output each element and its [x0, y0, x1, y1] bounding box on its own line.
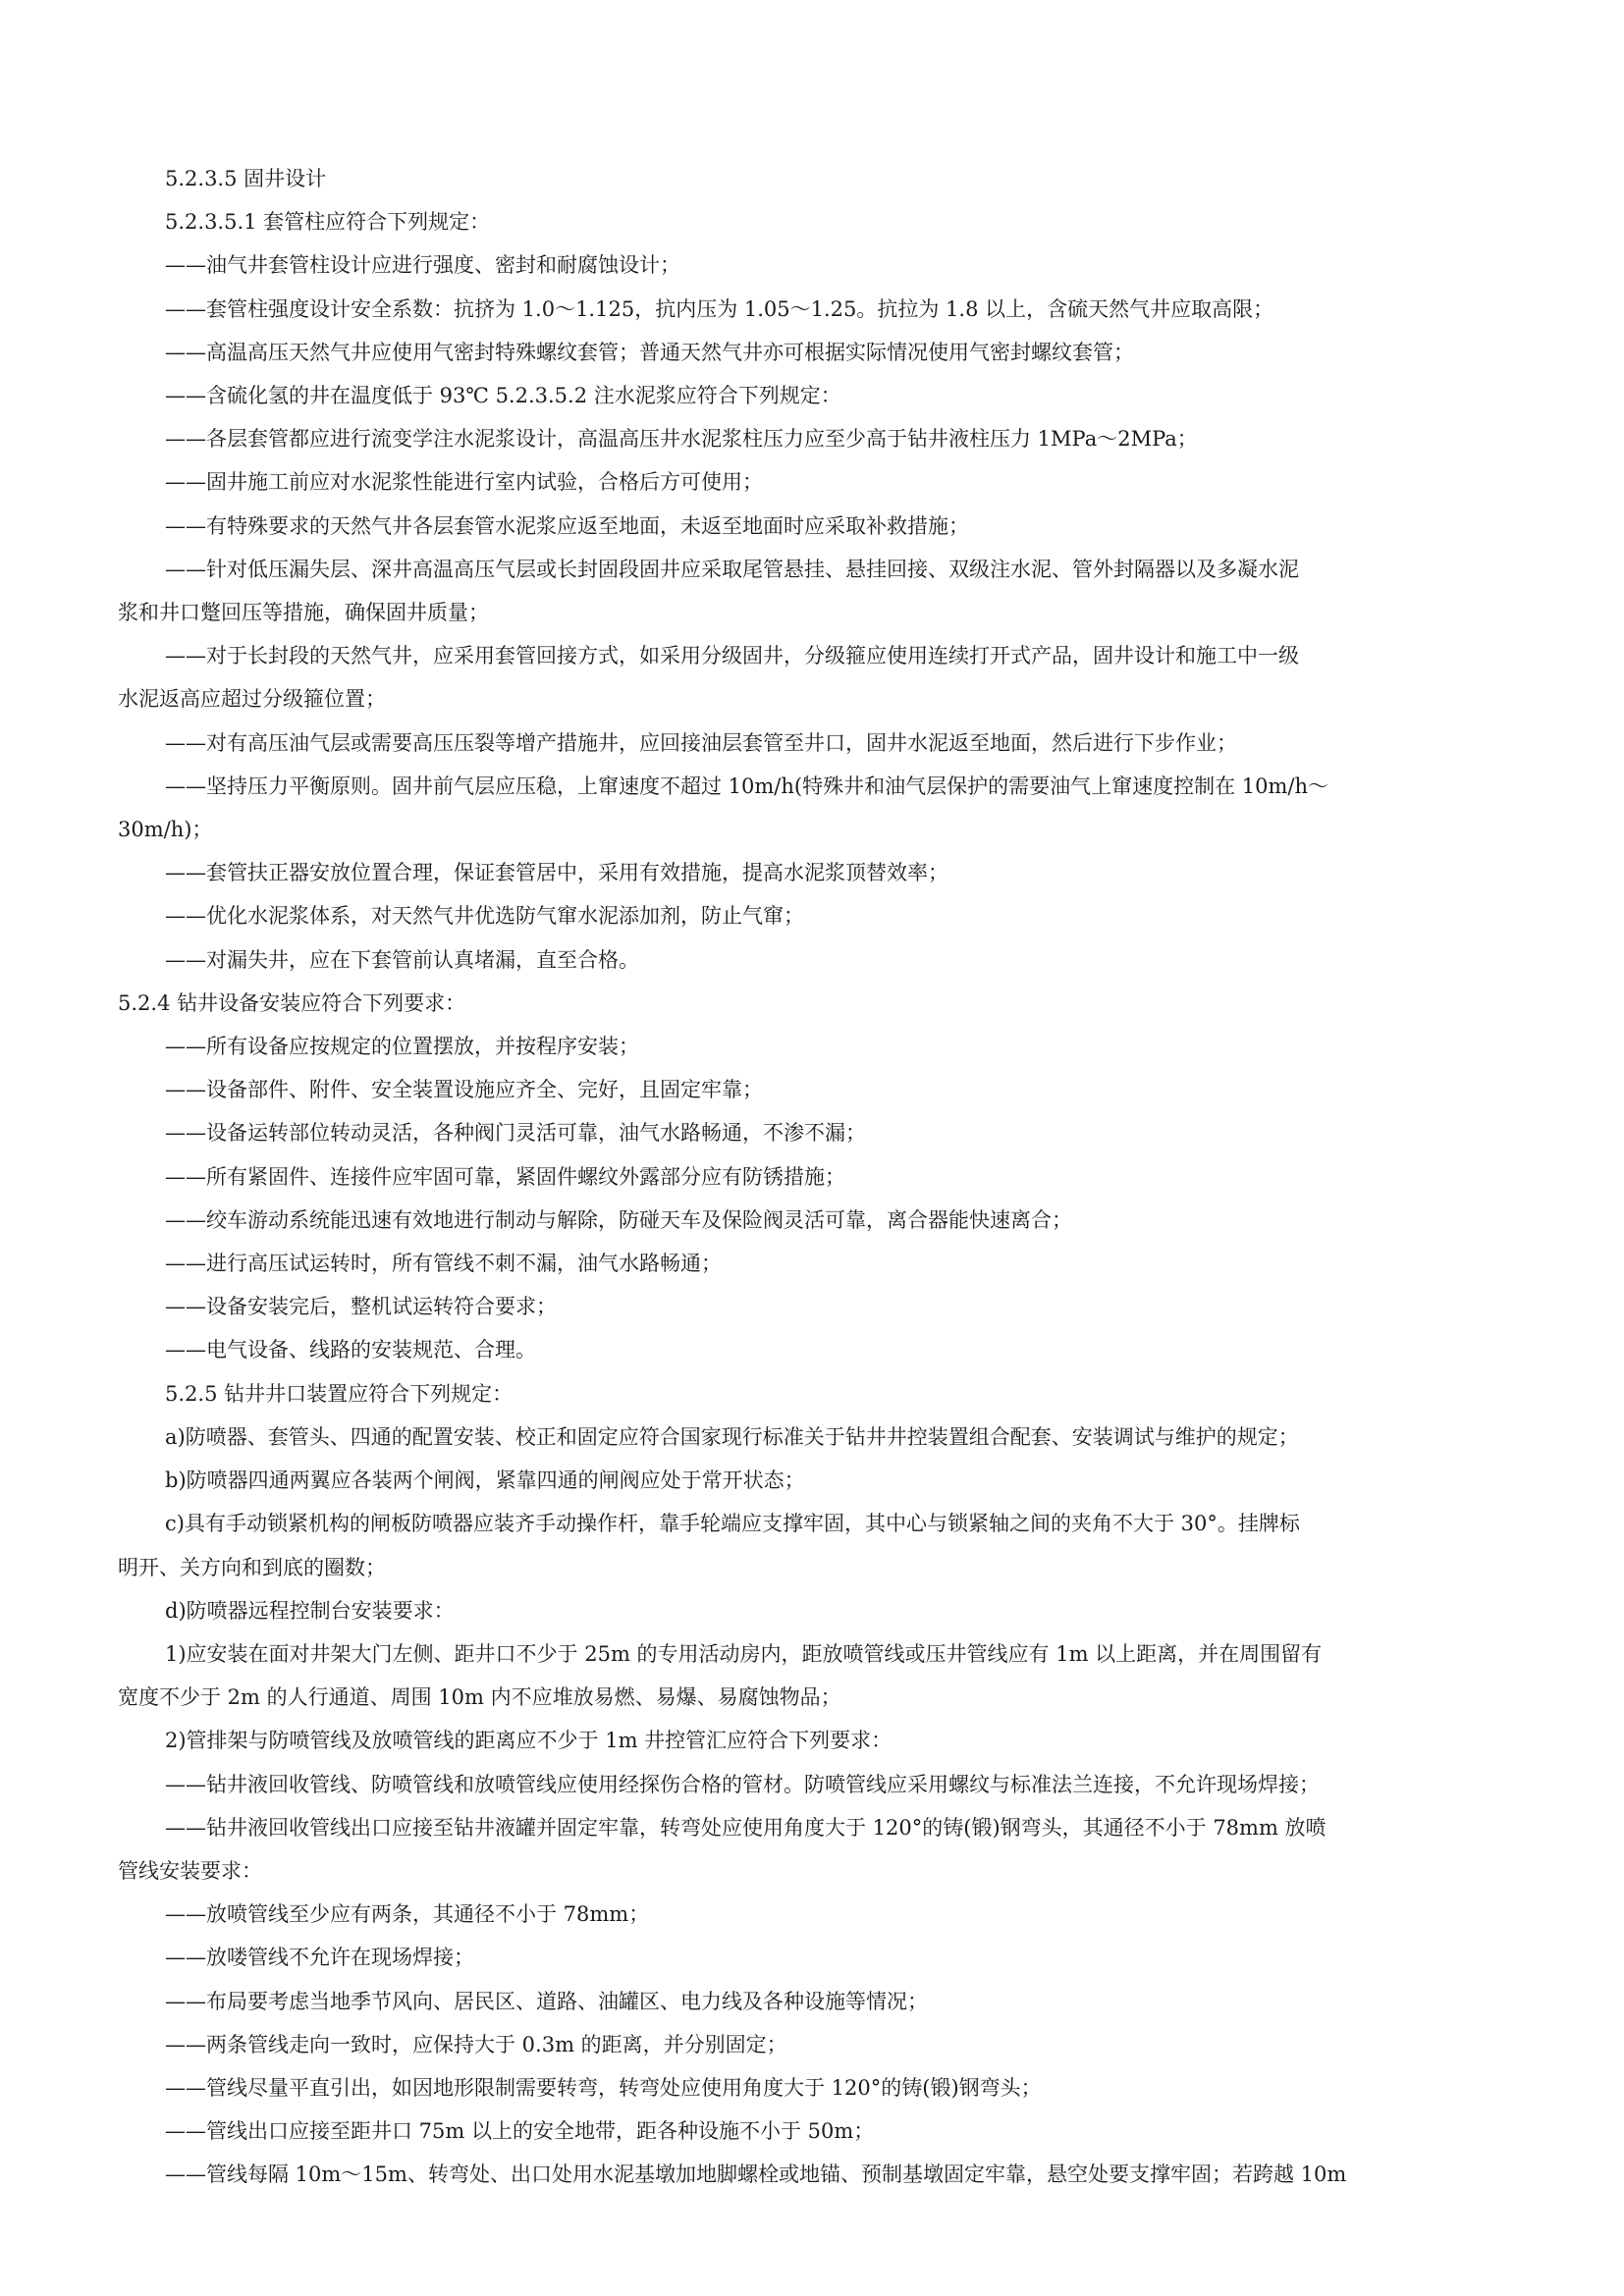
text-line: ——管线尽量平直引出，如因地形限制需要转弯，转弯处应使用角度大于 120°的铸(锻)钢弯头； [165, 2075, 1042, 2100]
text-line: ——布局要考虑当地季节风向、居民区、道路、油罐区、电力线及各种设施等情况； [165, 1989, 928, 2013]
text-line: ——对有高压油气层或需要高压压裂等增产措施井，应回接油层套管至井口，固井水泥返至地面，然后进行下步作业； [165, 730, 1237, 755]
text-line: ——设备运转部位转动灵活，各种阀门灵活可靠，油气水路畅通，不渗不漏； [165, 1121, 866, 1146]
text-line: 5.2.4 钻井设备安装应符合下列要求： [118, 990, 466, 1015]
text-line: 30m/h)； [118, 818, 213, 842]
text-line: ——电气设备、线路的安装规范、合理。 [165, 1338, 536, 1362]
text-line: c)具有手动锁紧机构的闸板防喷器应装齐手动操作杆，靠手轮端应支撑牢固，其中心与锁紧轴之间的夹角不大于 30°。挂牌标 [165, 1512, 1300, 1536]
text-line: ——所有紧固件、连接件应牢固可靠，紧固件螺纹外露部分应有防锈措施； [165, 1164, 845, 1189]
text-line: ——套管扶正器安放位置合理，保证套管居中，采用有效措施，提高水泥浆顶替效率； [165, 861, 948, 885]
text-line: ——绞车游动系统能迅速有效地进行制动与解除，防碰天车及保险阀灵活可靠，离合器能快速离合； [165, 1207, 1072, 1232]
text-line: ——套管柱强度设计安全系数：抗挤为 1.0～1.125，抗内压为 1.05～1.25。抗拉为 1.8 以上，含硫天然气井应取高限； [165, 296, 1274, 321]
text-line: ——设备部件、附件、安全装置设施应齐全、完好，且固定牢靠； [165, 1078, 763, 1102]
text-line: 明开、关方向和到底的圈数； [118, 1555, 386, 1579]
text-line: b)防喷器四通两翼应各装两个闸阀，紧靠四通的闸阀应处于常开状态； [165, 1468, 805, 1493]
text-line: ——钻井液回收管线出口应接至钻井液罐并固定牢靠，转弯处应使用角度大于 120°的铸(锻)钢弯头，其通径不小于 78mm 放喷 [165, 1815, 1326, 1840]
text-line: ——各层套管都应进行流变学注水泥浆设计，高温高压井水泥浆柱压力应至少高于钻井液柱压力 1MPa～2MPa； [165, 427, 1198, 452]
text-line: ——设备安装完后，整机试运转符合要求； [165, 1295, 557, 1319]
text-line: 1)应安装在面对井架大门左侧、距井口不少于 25m 的专用活动房内，距放喷管线或压井管线应有 1m 以上距离，并在周围留有 [165, 1641, 1323, 1666]
text-line: 管线安装要求： [118, 1858, 262, 1883]
text-line: 宽度不少于 2m 的人行通道、周围 10m 内不应堆放易燃、易爆、易腐蚀物品； [118, 1685, 841, 1710]
text-line: ——油气井套管柱设计应进行强度、密封和耐腐蚀设计； [165, 253, 680, 278]
text-line: ——管线每隔 10m～15m、转弯处、出口处用水泥基墩加地脚螺栓或地锚、预制基墩固定牢靠，悬空处要支撑牢固；若跨越 10m [165, 2163, 1347, 2187]
text-line: 5.2.3.5 固井设计 [165, 167, 327, 190]
text-line: ——坚持压力平衡原则。固井前气层应压稳，上窜速度不超过 10m/h(特殊井和油气层保护的需要油气上窜速度控制在 10m/h～ [165, 774, 1329, 798]
text-line: 2)管排架与防喷管线及放喷管线的距离应不少于 1m 井控管汇应符合下列要求： [165, 1729, 893, 1753]
text-line: ——放喷管线至少应有两条，其通径不小于 78mm； [165, 1902, 650, 1927]
text-line: ——固井施工前应对水泥浆性能进行室内试验，合格后方可使用； [165, 470, 763, 495]
text-line: 浆和井口蹩回压等措施，确保固井质量； [118, 601, 489, 625]
text-line: ——优化水泥浆体系，对天然气井优选防气窜水泥添加剂，防止气窜； [165, 904, 804, 929]
text-line: ——有特殊要求的天然气井各层套管水泥浆应返至地面，未返至地面时应采取补救措施； [165, 513, 969, 538]
text-line: 水泥返高应超过分级箍位置； [118, 687, 386, 712]
text-line: ——钻井液回收管线、防喷管线和放喷管线应使用经探伤合格的管材。防喷管线应采用螺纹与标准法兰连接，不允许现场焊接； [165, 1772, 1320, 1796]
text-line: ——对于长封段的天然气井，应采用套管回接方式，如采用分级固井，分级箍应使用连续打开式产品，固井设计和施工中一级 [165, 644, 1299, 668]
text-line: ——含硫化氢的井在温度低于 93℃ 5.2.3.5.2 注水泥浆应符合下列规定： [165, 384, 841, 408]
text-line: d)防喷器远程控制台安装要求： [165, 1598, 455, 1623]
text-line: ——管线出口应接至距井口 75m 以上的安全地带，距各种设施不小于 50m； [165, 2119, 875, 2144]
text-line: a)防喷器、套管头、四通的配置安装、校正和固定应符合国家现行标准关于钻井井控装置组合配套、安装调试与维护的规定； [165, 1424, 1299, 1449]
text-line: ——进行高压试运转时，所有管线不刺不漏，油气水路畅通； [165, 1252, 722, 1276]
text-line: ——两条管线走向一致时，应保持大于 0.3m 的距离，并分别固定； [165, 2032, 787, 2056]
text-line: ——所有设备应按规定的位置摆放，并按程序安装； [165, 1035, 639, 1059]
document-body [118, 157, 1520, 2197]
text-line: ——高温高压天然气井应使用气密封特殊螺纹套管；普通天然气井亦可根据实际情况使用气密封螺纹套管； [165, 340, 1134, 364]
text-line: ——对漏失井，应在下套管前认真堵漏，直至合格。 [165, 947, 639, 972]
text-line: ——针对低压漏失层、深井高温高压气层或长封固段固井应采取尾管悬挂、悬挂回接、双级注水泥、管外封隔器以及多凝水泥 [165, 557, 1299, 581]
text-line: 5.2.5 钻井井口装置应符合下列规定： [165, 1381, 514, 1406]
text-line: ——放喽管线不允许在现场焊接； [165, 1946, 474, 1970]
text-line: 5.2.3.5.1 套管柱应符合下列规定： [165, 210, 491, 235]
